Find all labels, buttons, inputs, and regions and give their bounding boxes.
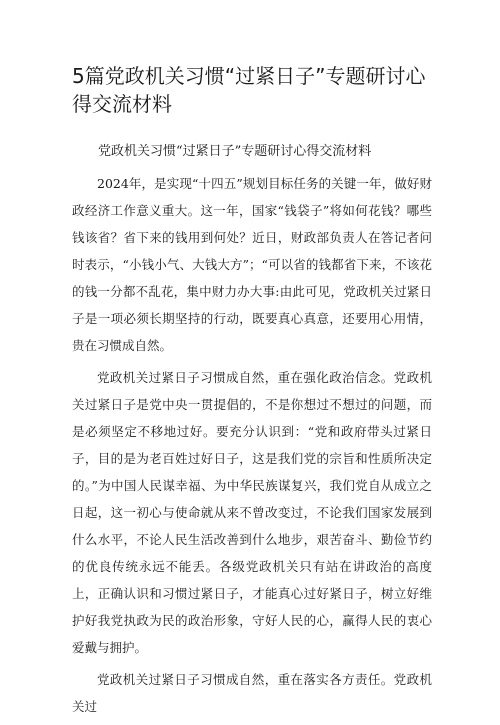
body-paragraph: 党政机关过紧日子习惯成自然，重在落实各方责任。党政机关过 <box>72 672 432 714</box>
body-paragraph: 2024年，是实现“十四五”规划目标任务的关键一年，做好财政经济工作意义重大。这一年，国家“钱袋子”将如何花钱？哪些钱该省？省下来的钱用到何处？近日，财政部负责人在答记者问时表示，“小钱小气、大钱大方”；“可以省的钱都省下来，不该花的钱一分都不乱花，集中财力办大事:由此可见，党政机关过紧日子是一项必须长期坚持的行动，既要真心真意，还要用心用情，贵在习惯成自然。 <box>72 176 432 353</box>
document-title: 5篇党政机关习惯“过紧日子”专题研讨心得交流材料 <box>72 64 426 116</box>
document-subtitle: 党政机关习惯“过紧日子”专题研讨心得交流材料 <box>98 144 372 159</box>
document-body <box>72 140 432 725</box>
body-paragraph: 党政机关过紧日子习惯成自然，重在强化政治信念。党政机关过紧日子是党中央一贯提倡的，不是你想过不想过的问题，而是必须坚定不移地过好。要充分认识到：“党和政府带头过紧日子，目的是为老百姓过好日子，这是我们党的宗旨和性质所决定的。”为中国人民谋幸福、为中华民族谋复兴，我们党自从成立之日起，这一初心与使命就从来不曾改变过，不论我们国家发展到什么水平，不论人民生活改善到什么地步，艰苦奋斗、勤俭节约的优良传统永远不能丢。各级党政机关只有站在讲政治的高度上，正确认识和习惯过紧日子，才能真心过好紧日子，树立好维护好我党执政为民的政治形象，守好人民的心，赢得人民的衷心爱戴与拥护。 <box>72 370 432 655</box>
